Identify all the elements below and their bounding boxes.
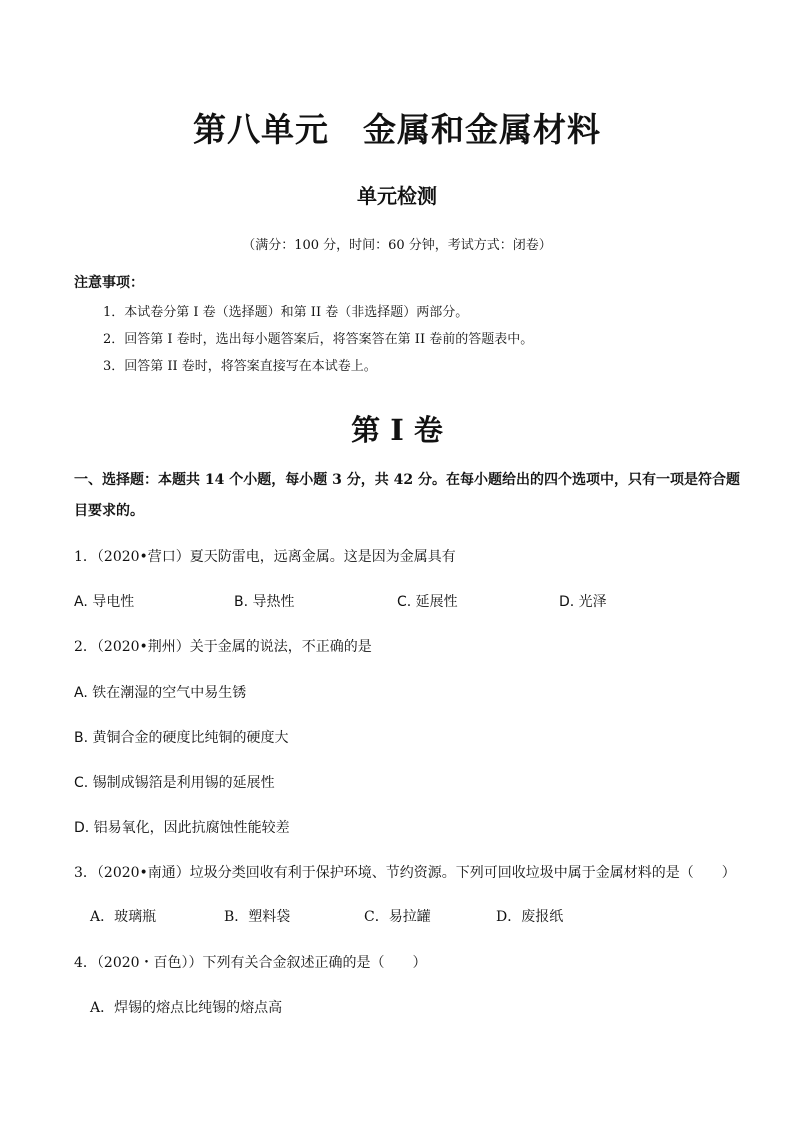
section-instruction: 一、选择题：本题共 14 个小题，每小题 3 分，共 42 分。在每小题给出的四个选项中，只有一项是符合题 <box>74 472 740 488</box>
option-b: B. 黄铜合金的硬度比纯铜的硬度大 <box>74 730 289 746</box>
exam-info: （满分：100 分，时间：60 分钟，考试方式：闭卷） <box>242 238 552 253</box>
page-subtitle: 单元检测 <box>357 184 437 208</box>
option-a: A．焊锡的熔点比纯锡的熔点高 <box>90 1000 283 1016</box>
option-a: A. 导电性 <box>74 594 135 610</box>
question-stem: 3．（2020•南通）垃圾分类回收有利于保护环境、节约资源。下列可回收垃圾中属于金属材料的是（ ） <box>74 865 736 881</box>
option-b: B. 导热性 <box>234 594 295 610</box>
part-title: 第 I 卷 <box>351 413 443 447</box>
option-a: A. 铁在潮湿的空气中易生锈 <box>74 685 247 701</box>
option-a: A．玻璃瓶 <box>90 909 157 925</box>
note-item: 2．回答第 I 卷时，选出每小题答案后，将答案答在第 II 卷前的答题表中。 <box>103 332 534 347</box>
option-c: C. 延展性 <box>397 594 458 610</box>
page-title: 第八单元 金属和金属材料 <box>193 110 601 149</box>
option-d: D．废报纸 <box>496 909 564 925</box>
option-c: C. 锡制成锡箔是利用锡的延展性 <box>74 775 275 791</box>
section-instruction: 目要求的。 <box>74 503 144 519</box>
question-stem: 2．（2020•荆州）关于金属的说法，不正确的是 <box>74 639 372 655</box>
question-stem: 1．（2020•营口）夏天防雷电，远离金属。这是因为金属具有 <box>74 549 456 565</box>
notes-heading: 注意事项： <box>74 275 144 291</box>
note-item: 1．本试卷分第 I 卷（选择题）和第 II 卷（非选择题）两部分。 <box>103 305 469 320</box>
option-d: D. 铝易氧化，因此抗腐蚀性能较差 <box>74 820 290 836</box>
option-c: C．易拉罐 <box>364 909 431 925</box>
option-d: D. 光泽 <box>559 594 607 610</box>
question-stem: 4．（2020・百色））下列有关合金叙述正确的是（ ） <box>74 955 427 971</box>
option-b: B．塑料袋 <box>224 909 291 925</box>
note-item: 3．回答第 II 卷时，将答案直接写在本试卷上。 <box>103 359 377 374</box>
